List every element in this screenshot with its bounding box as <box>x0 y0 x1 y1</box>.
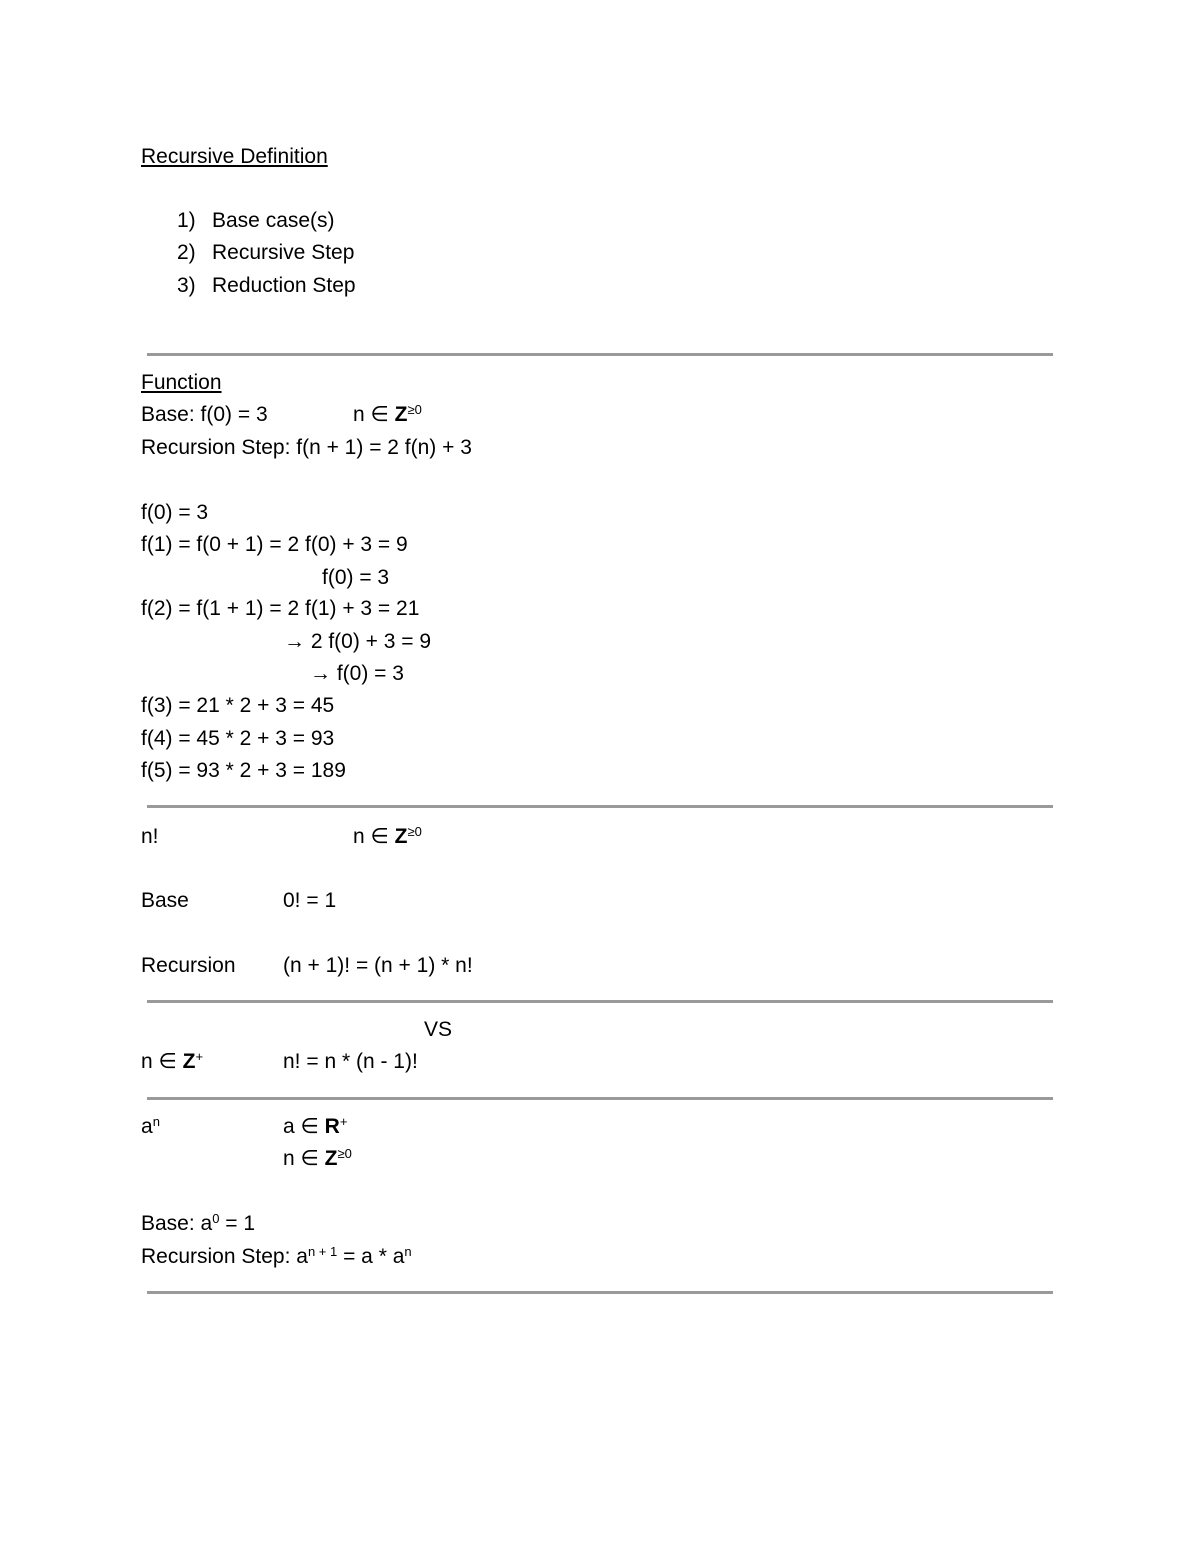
function-domain: n ∈ $Z^{\ge 0}$ <box>353 401 422 426</box>
list-item-number: 1) <box>177 209 196 232</box>
section-divider <box>147 353 1053 356</box>
list-item-number: 3) <box>177 274 196 297</box>
section-divider <box>147 1000 1053 1003</box>
power-recursion-step: Recursion Step: $a^{n + 1} = a * a^n$ <box>141 1243 412 1268</box>
computation-line: f(5) = 93 * 2 + 3 = 189 <box>141 759 346 782</box>
power-a-domain: a ∈ R+ <box>283 1113 348 1138</box>
list-item-text: Reduction Step <box>212 274 356 297</box>
computation-line: → 2 f(0) + 3 = 9 <box>284 630 432 653</box>
computation-line: f(1) = f(0 + 1) = 2 f(0) + 3 = 9 <box>141 533 408 556</box>
factorial-domain: n ∈ $Z^{\ge 0}$ <box>353 823 422 848</box>
computation-line: f(0) = 3 <box>322 566 390 589</box>
alt-formula: n! = n * (n - 1)! <box>283 1050 418 1073</box>
vs-label: VS <box>424 1018 453 1041</box>
factorial-base-label: Base <box>141 889 189 912</box>
power-name: $a^n$ <box>141 1113 160 1138</box>
factorial-recursion-label: Recursion <box>141 954 236 977</box>
list-item-number: 2) <box>177 241 196 264</box>
function-recursion-step: Recursion Step: f(n + 1) = 2 f(n) + 3 <box>141 436 472 459</box>
section-title-function: Function <box>141 371 222 394</box>
computation-line: f(0) = 3 <box>141 501 209 524</box>
computation-line: f(4) = 45 * 2 + 3 = 93 <box>141 727 335 750</box>
factorial-base-value: 0! = 1 <box>283 889 337 912</box>
factorial-recursion-value: (n + 1)! = (n + 1) * n! <box>283 954 473 977</box>
alt-domain: n ∈ Z+ <box>141 1048 204 1073</box>
list-item-text: Recursive Step <box>212 241 355 264</box>
computation-line: f(3) = 21 * 2 + 3 = 45 <box>141 694 335 717</box>
power-base: Base: $a^0 = 1$ <box>141 1210 256 1235</box>
list-item-text: Base case(s) <box>212 209 335 232</box>
section-title-recursive-definition: Recursive Definition <box>141 145 328 168</box>
factorial-name: n! <box>141 825 159 848</box>
function-base: Base: f(0) = 3 <box>141 403 268 426</box>
computation-line: f(2) = f(1 + 1) = 2 f(1) + 3 = 21 <box>141 597 420 620</box>
section-divider <box>147 1097 1053 1100</box>
power-n-domain: n ∈ $Z^{\ge 0}$ <box>283 1145 352 1170</box>
section-divider <box>147 805 1053 808</box>
section-divider <box>147 1291 1053 1294</box>
computation-line: → f(0) = 3 <box>310 662 404 685</box>
